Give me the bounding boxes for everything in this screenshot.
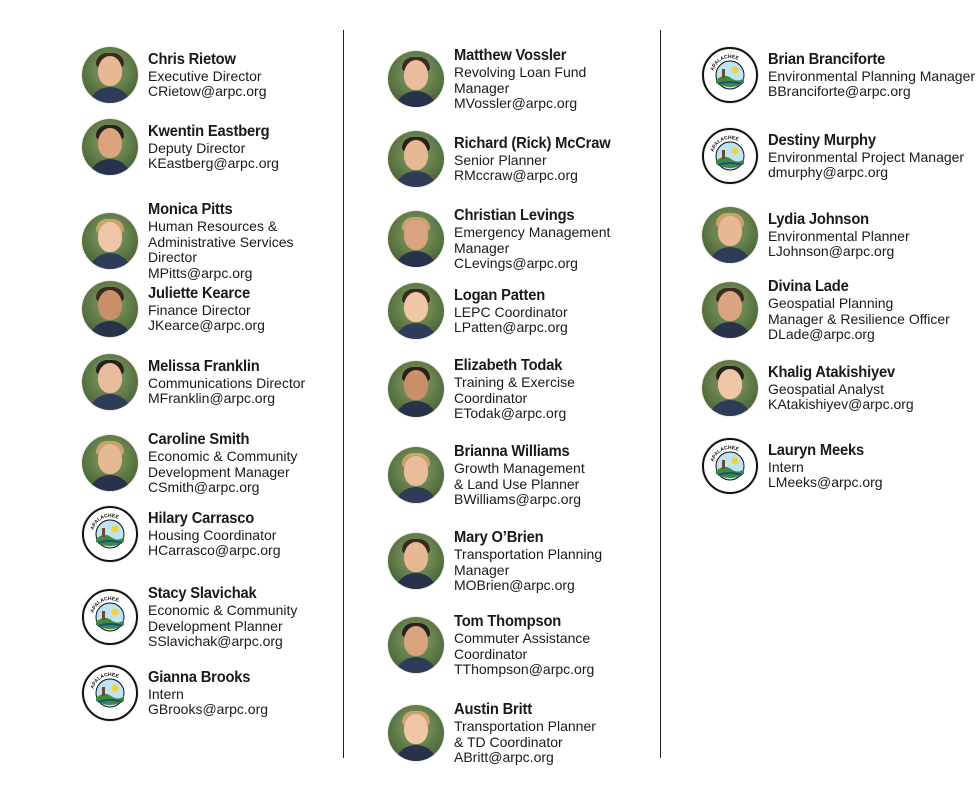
headshot-photo xyxy=(82,213,138,269)
staff-title: Commuter Assistance Coordinator xyxy=(454,630,591,662)
staff-email[interactable]: RMccraw@arpc.org xyxy=(454,167,578,183)
staff-info xyxy=(148,123,280,172)
headshot-photo xyxy=(388,283,444,339)
staff-name: Lauryn Meeks xyxy=(768,441,864,459)
headshot-photo xyxy=(388,51,444,107)
staff-info xyxy=(454,357,575,422)
staff-email[interactable]: BWilliams@arpc.org xyxy=(454,491,582,507)
headshot-photo xyxy=(82,47,138,103)
arpc-logo-icon xyxy=(702,128,758,184)
svg-text:APALACHEE: APALACHEE xyxy=(709,53,740,72)
staff-email[interactable]: HCarrasco@arpc.org xyxy=(148,542,281,558)
staff-title: Growth Management & Land Use Planner xyxy=(454,460,585,492)
column-divider xyxy=(660,30,661,758)
staff-info xyxy=(454,135,624,184)
staff-card xyxy=(388,357,575,422)
staff-card xyxy=(388,207,610,272)
staff-title: Geospatial Analyst xyxy=(768,380,884,397)
staff-card xyxy=(702,47,975,103)
headshot-photo xyxy=(82,435,138,491)
staff-name: Mary O’Brien xyxy=(454,529,544,546)
headshot-photo xyxy=(82,119,138,175)
svg-text:APALACHEE: APALACHEE xyxy=(709,134,740,153)
staff-email[interactable]: GBrooks@arpc.org xyxy=(148,701,269,717)
staff-title: Executive Director xyxy=(148,67,262,84)
staff-info xyxy=(768,364,914,413)
staff-info xyxy=(454,701,596,766)
staff-email[interactable]: MPitts@arpc.org xyxy=(148,264,253,281)
staff-card xyxy=(82,119,280,175)
staff-email[interactable]: DLade@arpc.org xyxy=(768,326,875,342)
staff-card xyxy=(702,207,910,263)
staff-info xyxy=(148,585,297,650)
headshot-photo xyxy=(388,617,444,673)
staff-card xyxy=(388,613,594,678)
staff-email[interactable]: ETodak@arpc.org xyxy=(454,405,567,421)
staff-email[interactable]: MFranklin@arpc.org xyxy=(148,390,276,406)
headshot-photo xyxy=(82,281,138,337)
staff-name: Austin Britt xyxy=(454,701,532,718)
staff-email[interactable]: LJohnson@arpc.org xyxy=(768,243,895,259)
staff-name: Brian Branciforte xyxy=(768,50,886,68)
staff-title: Deputy Director xyxy=(148,139,246,156)
staff-email[interactable]: ABritt@arpc.org xyxy=(454,749,554,765)
staff-title: Geospatial Planning Manager & Resilience Officer xyxy=(768,295,950,327)
staff-card xyxy=(702,128,964,184)
headshot-photo xyxy=(388,131,444,187)
arpc-logo-icon xyxy=(702,47,758,103)
staff-info xyxy=(768,132,964,181)
headshot-photo xyxy=(388,447,444,503)
staff-title: LEPC Coordinator xyxy=(454,303,568,320)
staff-name: Melissa Franklin xyxy=(148,357,260,375)
staff-info xyxy=(148,510,280,559)
staff-name: Gianna Brooks xyxy=(148,668,251,686)
staff-info xyxy=(768,442,883,491)
staff-info xyxy=(148,358,305,407)
staff-card xyxy=(82,665,268,721)
staff-card xyxy=(388,283,568,339)
staff-name: Matthew Vossler xyxy=(454,47,567,64)
staff-info xyxy=(148,201,294,281)
staff-card xyxy=(82,354,305,410)
staff-title: Economic & Community Development Manager xyxy=(148,448,298,480)
svg-text:APALACHEE: APALACHEE xyxy=(709,444,740,463)
staff-card xyxy=(82,506,280,562)
staff-info xyxy=(148,285,265,334)
staff-name: Richard (Rick) McCraw xyxy=(454,134,611,152)
staff-name: Brianna Williams xyxy=(454,443,570,460)
staff-name: Khalig Atakishiyev xyxy=(768,363,896,381)
headshot-photo xyxy=(388,533,444,589)
staff-name: Monica Pitts xyxy=(148,201,233,218)
staff-email[interactable]: CRietow@arpc.org xyxy=(148,83,267,99)
svg-text:APALACHEE: APALACHEE xyxy=(89,671,120,690)
staff-info xyxy=(454,287,568,336)
staff-name: Kwentin Eastberg xyxy=(148,122,270,140)
staff-title: Human Resources & Administrative Services Director xyxy=(148,218,294,265)
staff-title: Training & Exercise Coordinator xyxy=(454,374,575,406)
staff-title: Economic & Community Development Planner xyxy=(148,602,298,634)
staff-info xyxy=(768,51,975,100)
staff-name: Stacy Slavichak xyxy=(148,585,257,602)
staff-email[interactable]: SSlavichak@arpc.org xyxy=(148,633,283,649)
headshot-photo xyxy=(702,207,758,263)
headshot-photo xyxy=(388,705,444,761)
staff-email[interactable]: JKearce@arpc.org xyxy=(148,317,265,333)
staff-name: Destiny Murphy xyxy=(768,131,876,149)
staff-title: Revolving Loan Fund Manager xyxy=(454,64,587,96)
staff-card xyxy=(388,47,586,112)
arpc-logo-icon xyxy=(82,506,138,562)
arpc-logo-icon xyxy=(82,665,138,721)
staff-info xyxy=(454,443,585,508)
staff-email[interactable]: KEastberg@arpc.org xyxy=(148,155,279,171)
staff-card xyxy=(388,529,602,594)
staff-info xyxy=(768,278,950,343)
staff-info xyxy=(148,669,268,718)
staff-card xyxy=(82,585,297,650)
staff-title: Housing Coordinator xyxy=(148,526,277,543)
staff-email[interactable]: KAtakishiyev@arpc.org xyxy=(768,396,914,412)
staff-email[interactable]: LPatten@arpc.org xyxy=(454,319,568,335)
headshot-photo xyxy=(388,211,444,267)
staff-info xyxy=(768,211,910,260)
headshot-photo xyxy=(388,361,444,417)
staff-title: Intern xyxy=(768,458,804,475)
staff-name: Chris Rietow xyxy=(148,50,236,68)
staff-card xyxy=(702,278,950,343)
staff-name: Elizabeth Todak xyxy=(454,357,563,374)
headshot-photo xyxy=(82,354,138,410)
staff-name: Hilary Carrasco xyxy=(148,509,255,527)
staff-email[interactable]: BBranciforte@arpc.org xyxy=(768,83,911,99)
staff-name: Divina Lade xyxy=(768,278,849,295)
staff-email[interactable]: MOBrien@arpc.org xyxy=(454,577,575,593)
staff-title: Emergency Management Manager xyxy=(454,224,611,256)
staff-card xyxy=(388,701,596,766)
staff-title: Environmental Project Manager xyxy=(768,148,965,165)
staff-email[interactable]: LMeeks@arpc.org xyxy=(768,474,883,490)
svg-text:APALACHEE: APALACHEE xyxy=(89,512,120,531)
staff-name: Tom Thompson xyxy=(454,613,562,630)
staff-name: Juliette Kearce xyxy=(148,284,250,302)
staff-name: Christian Levings xyxy=(454,207,575,224)
staff-title: Transportation Planning Manager xyxy=(454,546,603,578)
staff-email[interactable]: dmurphy@arpc.org xyxy=(768,164,889,180)
staff-card xyxy=(388,443,585,508)
staff-info xyxy=(454,207,610,272)
staff-name: Caroline Smith xyxy=(148,431,250,448)
staff-title: Communications Director xyxy=(148,374,306,391)
staff-name: Logan Patten xyxy=(454,286,546,304)
staff-card xyxy=(82,431,297,496)
staff-card xyxy=(82,47,266,103)
staff-card xyxy=(702,438,883,494)
arpc-logo-icon xyxy=(82,589,138,645)
staff-info xyxy=(148,51,266,100)
staff-card xyxy=(82,201,294,281)
staff-title: Senior Planner xyxy=(454,151,547,168)
staff-email[interactable]: MVossler@arpc.org xyxy=(454,95,578,111)
staff-card xyxy=(388,131,624,187)
staff-info xyxy=(454,613,594,678)
headshot-photo xyxy=(702,282,758,338)
staff-title: Environmental Planning Manager xyxy=(768,67,976,84)
staff-title: Intern xyxy=(148,685,184,702)
staff-title: Finance Director xyxy=(148,301,251,318)
staff-info xyxy=(454,529,602,594)
headshot-photo xyxy=(702,360,758,416)
arpc-logo-icon xyxy=(702,438,758,494)
staff-card xyxy=(82,281,265,337)
staff-email[interactable]: TThompson@arpc.org xyxy=(454,661,595,677)
staff-title: Environmental Planner xyxy=(768,227,910,244)
column-divider xyxy=(343,30,344,758)
staff-info xyxy=(454,47,586,112)
staff-email[interactable]: CSmith@arpc.org xyxy=(148,479,260,495)
staff-email[interactable]: CLevings@arpc.org xyxy=(454,255,578,271)
staff-title: Transportation Planner & TD Coordinator xyxy=(454,718,596,750)
staff-name: Lydia Johnson xyxy=(768,210,869,228)
svg-text:APALACHEE: APALACHEE xyxy=(89,596,120,614)
staff-info xyxy=(148,431,297,496)
staff-card xyxy=(702,360,914,416)
